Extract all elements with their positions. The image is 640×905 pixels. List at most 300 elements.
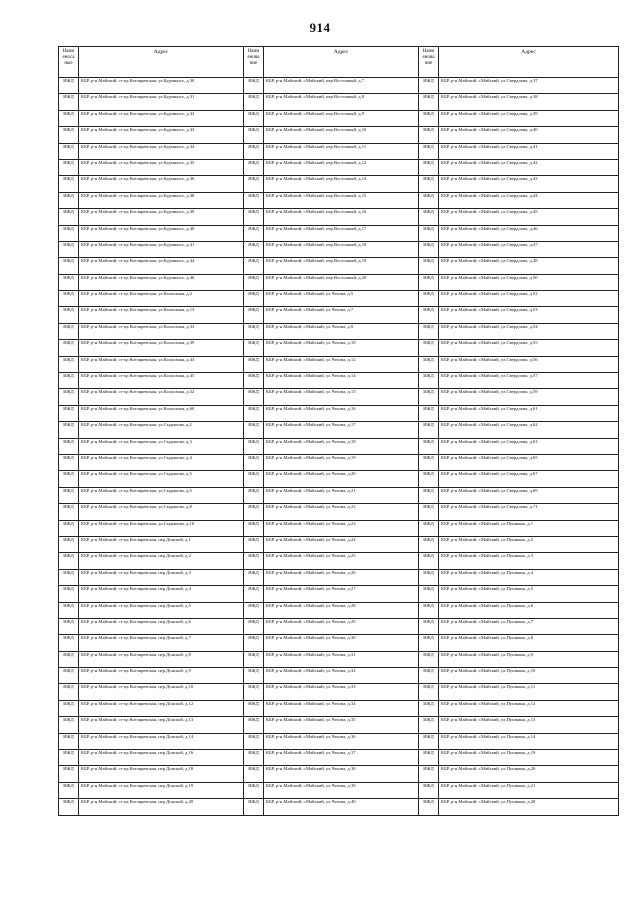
cell-address: КБР, р-н Майский, г.Майский, ул.Пушкина, д.1 [439, 520, 619, 536]
cell-object-type: ИЖД [419, 143, 439, 159]
cell-address: КБР, р-н Майский, г.Майский, ул.Чехова, д.29 [264, 618, 419, 634]
cell-object-type: ИЖД [59, 586, 79, 602]
cell-address: КБР, р-н Майский, г.Майский, пер.Восточный, д.14 [264, 176, 419, 192]
table-row [59, 733, 619, 749]
cell-address: КБР, р-н Майский, г.Майский, ул.Свердлова, д.53 [439, 307, 619, 323]
cell-address: КБР, р-н Майский, г.Майский, ул.Чехова, д.26 [264, 569, 419, 585]
cell-address: КБР, р-н Майский, ст-ца Котляревская, ул.Буденного, д.41 [79, 241, 244, 257]
cell-address: КБР, р-н Майский, г.Майский, ул.Свердлова, д.59 [439, 389, 619, 405]
cell-address: КБР, р-н Майский, г.Майский, ул.Пушкина, д.19 [439, 750, 619, 766]
cell-address: КБР, р-н Майский, г.Майский, ул.Пушкина, д.10 [439, 668, 619, 684]
cell-object-type: ИЖД [59, 373, 79, 389]
table-header-row [59, 47, 619, 78]
cell-object-type: ИЖД [419, 782, 439, 798]
cell-address: КБР, р-н Майский, г.Майский, ул.Свердлова, д.62 [439, 422, 619, 438]
header-type-col-2: Наим енова ние [244, 47, 264, 78]
table-row [59, 799, 619, 815]
cell-object-type: ИЖД [419, 291, 439, 307]
cell-object-type: ИЖД [419, 487, 439, 503]
table-row [59, 520, 619, 536]
cell-address: КБР, р-н Майский, г.Майский, ул.Чехова, д.18 [264, 438, 419, 454]
cell-object-type: ИЖД [244, 586, 264, 602]
table-row [59, 373, 619, 389]
cell-object-type: ИЖД [59, 258, 79, 274]
cell-address: КБР, р-н Майский, г.Майский, ул.Пушкина, д.4 [439, 569, 619, 585]
cell-object-type: ИЖД [244, 651, 264, 667]
cell-object-type: ИЖД [59, 438, 79, 454]
cell-address: КБР, р-н Майский, г.Майский, ул.Свердлова, д.40 [439, 127, 619, 143]
cell-object-type: ИЖД [59, 241, 79, 257]
cell-object-type: ИЖД [419, 323, 439, 339]
cell-address: КБР, р-н Майский, ст-ца Котляревская, ул.Буденного, д.31 [79, 94, 244, 110]
table-row [59, 618, 619, 634]
cell-object-type: ИЖД [419, 454, 439, 470]
cell-address: КБР, р-н Майский, ст-ца Котляревская, ул.Колхозная, д.33 [79, 323, 244, 339]
cell-address: КБР, р-н Майский, г.Майский, пер.Восточный, д.7 [264, 78, 419, 94]
cell-address: КБР, р-н Майский, ст-ца Котляревская, ул.Колхозная, д.45 [79, 373, 244, 389]
cell-address: КБР, р-н Майский, ст-ца Котляревская, пер.Донской, д.4 [79, 586, 244, 602]
cell-address: КБР, р-н Майский, г.Майский, ул.Чехова, д.10 [264, 340, 419, 356]
table-row [59, 717, 619, 733]
table-row [59, 651, 619, 667]
table-row [59, 487, 619, 503]
cell-address: КБР, р-н Майский, г.Майский, ул.Свердлова, д.57 [439, 373, 619, 389]
cell-object-type: ИЖД [59, 782, 79, 798]
cell-object-type: ИЖД [419, 258, 439, 274]
cell-object-type: ИЖД [244, 717, 264, 733]
cell-object-type: ИЖД [419, 766, 439, 782]
table-row [59, 471, 619, 487]
cell-object-type: ИЖД [244, 553, 264, 569]
cell-address: КБР, р-н Майский, ст-ца Котляревская, пер.Донской, д.2 [79, 553, 244, 569]
cell-address: КБР, р-н Майский, г.Майский, ул.Чехова, д.39 [264, 782, 419, 798]
cell-address: КБР, р-н Майский, г.Майский, пер.Восточный, д.17 [264, 225, 419, 241]
cell-address: КБР, р-н Майский, г.Майский, ул.Свердлова, д.71 [439, 504, 619, 520]
table-row [59, 504, 619, 520]
cell-address: КБР, р-н Майский, ст-ца Котляревская, ул.Сыдыкова, д.2 [79, 422, 244, 438]
cell-address: КБР, р-н Майский, г.Майский, ул.Свердлова, д.61 [439, 405, 619, 421]
cell-address: КБР, р-н Майский, ст-ца Котляревская, ул.Буденного, д.44 [79, 258, 244, 274]
cell-address: КБР, р-н Майский, ст-ца Котляревская, ул.Буденного, д.46 [79, 274, 244, 290]
cell-address: КБР, р-н Майский, г.Майский, ул.Свердлова, д.56 [439, 356, 619, 372]
table-row [59, 143, 619, 159]
cell-object-type: ИЖД [59, 291, 79, 307]
cell-address: КБР, р-н Майский, г.Майский, ул.Свердлова, д.69 [439, 487, 619, 503]
cell-address: КБР, р-н Майский, г.Майский, ул.Пушкина, д.11 [439, 684, 619, 700]
cell-object-type: ИЖД [59, 209, 79, 225]
cell-object-type: ИЖД [59, 143, 79, 159]
cell-object-type: ИЖД [244, 422, 264, 438]
table-row [59, 569, 619, 585]
cell-object-type: ИЖД [419, 733, 439, 749]
cell-object-type: ИЖД [419, 159, 439, 175]
cell-object-type: ИЖД [244, 176, 264, 192]
cell-address: КБР, р-н Майский, ст-ца Котляревская, ул.Буденного, д.33 [79, 127, 244, 143]
cell-object-type: ИЖД [419, 422, 439, 438]
cell-object-type: ИЖД [419, 520, 439, 536]
table-row [59, 241, 619, 257]
cell-object-type: ИЖД [59, 553, 79, 569]
cell-object-type: ИЖД [59, 471, 79, 487]
table-row [59, 668, 619, 684]
cell-object-type: ИЖД [419, 192, 439, 208]
address-register-table [58, 46, 619, 816]
table-row [59, 553, 619, 569]
cell-address: КБР, р-н Майский, ст-ца Котляревская, ул.Буденного, д.39 [79, 209, 244, 225]
cell-address: КБР, р-н Майский, ст-ца Котляревская, ул.Сыдыкова, д.5 [79, 471, 244, 487]
cell-address: КБР, р-н Майский, г.Майский, ул.Пушкина, д.9 [439, 651, 619, 667]
cell-address: КБР, р-н Майский, ст-ца Котляревская, ул.Буденного, д.36 [79, 176, 244, 192]
cell-address: КБР, р-н Майский, г.Майский, ул.Чехова, д.38 [264, 766, 419, 782]
cell-object-type: ИЖД [59, 487, 79, 503]
cell-address: КБР, р-н Майский, ст-ца Котляревская, пер.Донской, д.3 [79, 569, 244, 585]
header-address-col-2: Адрес [264, 47, 419, 78]
table-row [59, 159, 619, 175]
cell-object-type: ИЖД [244, 750, 264, 766]
cell-address: КБР, р-н Майский, г.Майский, ул.Свердлова, д.42 [439, 159, 619, 175]
cell-object-type: ИЖД [59, 717, 79, 733]
cell-object-type: ИЖД [244, 471, 264, 487]
cell-object-type: ИЖД [419, 651, 439, 667]
cell-object-type: ИЖД [244, 192, 264, 208]
cell-object-type: ИЖД [59, 274, 79, 290]
cell-address: КБР, р-н Майский, ст-ца Котляревская, ул.Колхозная, д.39 [79, 340, 244, 356]
cell-address: КБР, р-н Майский, г.Майский, пер.Восточный, д.16 [264, 209, 419, 225]
cell-object-type: ИЖД [244, 487, 264, 503]
cell-object-type: ИЖД [59, 766, 79, 782]
cell-object-type: ИЖД [244, 110, 264, 126]
cell-object-type: ИЖД [419, 618, 439, 634]
cell-object-type: ИЖД [244, 782, 264, 798]
cell-address: КБР, р-н Майский, г.Майский, ул.Чехова, д.32 [264, 668, 419, 684]
cell-object-type: ИЖД [244, 454, 264, 470]
table-row [59, 438, 619, 454]
cell-address: КБР, р-н Майский, г.Майский, ул.Свердлова, д.43 [439, 176, 619, 192]
table-row [59, 127, 619, 143]
cell-address: КБР, р-н Майский, г.Майский, ул.Чехова, д.5 [264, 291, 419, 307]
cell-address: КБР, р-н Майский, ст-ца Котляревская, ул.Сыдыкова, д.10 [79, 520, 244, 536]
table-row [59, 274, 619, 290]
cell-object-type: ИЖД [59, 668, 79, 684]
cell-object-type: ИЖД [59, 307, 79, 323]
cell-address: КБР, р-н Майский, г.Майский, ул.Чехова, д.30 [264, 635, 419, 651]
cell-address: КБР, р-н Майский, ст-ца Котляревская, ул.Колхозная, д.60 [79, 405, 244, 421]
cell-address: КБР, р-н Майский, г.Майский, ул.Чехова, д.36 [264, 733, 419, 749]
cell-object-type: ИЖД [419, 176, 439, 192]
cell-address: КБР, р-н Майский, г.Майский, пер.Восточный, д.20 [264, 274, 419, 290]
cell-address: КБР, р-н Майский, г.Майский, ул.Пушкина, д.14 [439, 733, 619, 749]
cell-object-type: ИЖД [59, 569, 79, 585]
cell-object-type: ИЖД [244, 225, 264, 241]
cell-address: КБР, р-н Майский, г.Майский, пер.Восточный, д.15 [264, 192, 419, 208]
table-row [59, 209, 619, 225]
cell-object-type: ИЖД [419, 569, 439, 585]
cell-object-type: ИЖД [244, 143, 264, 159]
cell-object-type: ИЖД [244, 700, 264, 716]
cell-address: КБР, р-н Майский, ст-ца Котляревская, пер.Донской, д.19 [79, 782, 244, 798]
cell-object-type: ИЖД [419, 750, 439, 766]
cell-address: КБР, р-н Майский, г.Майский, пер.Восточный, д.19 [264, 258, 419, 274]
cell-object-type: ИЖД [419, 586, 439, 602]
cell-address: КБР, р-н Майский, г.Майский, ул.Пушкина, д.13 [439, 717, 619, 733]
cell-object-type: ИЖД [419, 471, 439, 487]
table-row [59, 110, 619, 126]
cell-address: КБР, р-н Майский, г.Майский, ул.Свердлова, д.37 [439, 78, 619, 94]
cell-object-type: ИЖД [419, 209, 439, 225]
cell-address: КБР, р-н Майский, г.Майский, ул.Чехова, д.16 [264, 405, 419, 421]
table-row [59, 307, 619, 323]
table-row [59, 405, 619, 421]
cell-address: КБР, р-н Майский, ст-ца Котляревская, пер.Донской, д.10 [79, 684, 244, 700]
cell-address: КБР, р-н Майский, г.Майский, ул.Чехова, д.27 [264, 586, 419, 602]
cell-address: КБР, р-н Майский, г.Майский, ул.Чехова, д.25 [264, 553, 419, 569]
cell-object-type: ИЖД [419, 225, 439, 241]
cell-address: КБР, р-н Майский, ст-ца Котляревская, ул.Колхозная, д.52 [79, 389, 244, 405]
table-row [59, 356, 619, 372]
cell-object-type: ИЖД [244, 241, 264, 257]
header-address-col-1: Адрес [79, 47, 244, 78]
table-row [59, 750, 619, 766]
header-type-col-3: Наим енова ние [419, 47, 439, 78]
cell-object-type: ИЖД [244, 569, 264, 585]
cell-address: КБР, р-н Майский, ст-ца Котляревская, пер.Донской, д.9 [79, 668, 244, 684]
cell-object-type: ИЖД [419, 504, 439, 520]
cell-object-type: ИЖД [244, 684, 264, 700]
cell-object-type: ИЖД [59, 602, 79, 618]
cell-address: КБР, р-н Майский, г.Майский, ул.Чехова, д.37 [264, 750, 419, 766]
cell-object-type: ИЖД [419, 438, 439, 454]
cell-object-type: ИЖД [244, 209, 264, 225]
cell-address: КБР, р-н Майский, г.Майский, ул.Чехова, д.28 [264, 602, 419, 618]
cell-object-type: ИЖД [244, 389, 264, 405]
cell-address: КБР, р-н Майский, г.Майский, ул.Чехова, д.40 [264, 799, 419, 815]
cell-object-type: ИЖД [59, 454, 79, 470]
cell-object-type: ИЖД [419, 536, 439, 552]
cell-address: КБР, р-н Майский, ст-ца Котляревская, пер.Донской, д.18 [79, 766, 244, 782]
cell-address: КБР, р-н Майский, г.Майский, ул.Чехова, д.22 [264, 504, 419, 520]
cell-object-type: ИЖД [244, 159, 264, 175]
cell-address: КБР, р-н Майский, г.Майский, ул.Чехова, д.33 [264, 684, 419, 700]
cell-address: КБР, р-н Майский, г.Майский, пер.Восточный, д.11 [264, 143, 419, 159]
cell-address: КБР, р-н Майский, г.Майский, ул.Свердлова, д.44 [439, 192, 619, 208]
header-address-col-3: Адрес [439, 47, 619, 78]
table-row [59, 78, 619, 94]
cell-address: КБР, р-н Майский, ст-ца Котляревская, пер.Донской, д.13 [79, 717, 244, 733]
cell-object-type: ИЖД [244, 504, 264, 520]
cell-object-type: ИЖД [419, 340, 439, 356]
cell-address: КБР, р-н Майский, г.Майский, ул.Свердлова, д.38 [439, 94, 619, 110]
cell-object-type: ИЖД [244, 668, 264, 684]
cell-address: КБР, р-н Майский, ст-ца Котляревская, пер.Донской, д.1 [79, 536, 244, 552]
cell-address: КБР, р-н Майский, г.Майский, ул.Свердлова, д.45 [439, 209, 619, 225]
cell-address: КБР, р-н Майский, ст-ца Котляревская, ул.Буденного, д.34 [79, 143, 244, 159]
cell-address: КБР, р-н Майский, г.Майский, ул.Чехова, д.14 [264, 373, 419, 389]
cell-object-type: ИЖД [244, 356, 264, 372]
cell-address: КБР, р-н Майский, г.Майский, пер.Восточный, д.12 [264, 159, 419, 175]
cell-address: КБР, р-н Майский, г.Майский, ул.Чехова, д.17 [264, 422, 419, 438]
cell-address: КБР, р-н Майский, г.Майский, ул.Чехова, д.31 [264, 651, 419, 667]
cell-object-type: ИЖД [59, 635, 79, 651]
cell-object-type: ИЖД [59, 618, 79, 634]
cell-address: КБР, р-н Майский, ст-ца Котляревская, ул.Колхозная, д.43 [79, 356, 244, 372]
cell-object-type: ИЖД [419, 602, 439, 618]
cell-object-type: ИЖД [244, 291, 264, 307]
table-row [59, 684, 619, 700]
cell-object-type: ИЖД [419, 373, 439, 389]
cell-address: КБР, р-н Майский, г.Майский, ул.Свердлова, д.46 [439, 225, 619, 241]
cell-object-type: ИЖД [59, 504, 79, 520]
cell-address: КБР, р-н Майский, г.Майский, ул.Свердлова, д.41 [439, 143, 619, 159]
cell-address: КБР, р-н Майский, ст-ца Котляревская, пер.Донской, д.8 [79, 651, 244, 667]
cell-address: КБР, р-н Майский, г.Майский, ул.Чехова, д.21 [264, 487, 419, 503]
table-row [59, 635, 619, 651]
cell-address: КБР, р-н Майский, г.Майский, ул.Пушкина, д.28 [439, 799, 619, 815]
cell-object-type: ИЖД [59, 750, 79, 766]
cell-object-type: ИЖД [59, 700, 79, 716]
cell-address: КБР, р-н Майский, г.Майский, ул.Чехова, д.19 [264, 454, 419, 470]
cell-address: КБР, р-н Майский, г.Майский, ул.Чехова, д.20 [264, 471, 419, 487]
cell-object-type: ИЖД [244, 438, 264, 454]
cell-address: КБР, р-н Майский, ст-ца Котляревская, ул.Буденного, д.38 [79, 192, 244, 208]
cell-object-type: ИЖД [419, 274, 439, 290]
cell-object-type: ИЖД [244, 766, 264, 782]
cell-address: КБР, р-н Майский, г.Майский, ул.Свердлова, д.48 [439, 258, 619, 274]
cell-object-type: ИЖД [419, 405, 439, 421]
cell-object-type: ИЖД [419, 127, 439, 143]
cell-object-type: ИЖД [244, 799, 264, 815]
cell-object-type: ИЖД [244, 405, 264, 421]
cell-address: КБР, р-н Майский, ст-ца Котляревская, пер.Донской, д.20 [79, 799, 244, 815]
cell-address: КБР, р-н Майский, г.Майский, пер.Восточный, д.8 [264, 94, 419, 110]
cell-address: КБР, р-н Майский, г.Майский, ул.Свердлова, д.50 [439, 274, 619, 290]
cell-address: КБР, р-н Майский, ст-ца Котляревская, ул.Сыдыкова, д.6 [79, 487, 244, 503]
cell-object-type: ИЖД [244, 536, 264, 552]
cell-object-type: ИЖД [244, 307, 264, 323]
cell-object-type: ИЖД [244, 323, 264, 339]
cell-object-type: ИЖД [59, 389, 79, 405]
cell-object-type: ИЖД [59, 176, 79, 192]
table-row [59, 586, 619, 602]
cell-object-type: ИЖД [59, 225, 79, 241]
cell-object-type: ИЖД [59, 94, 79, 110]
table-row [59, 422, 619, 438]
cell-address: КБР, р-н Майский, г.Майский, ул.Пушкина, д.7 [439, 618, 619, 634]
cell-address: КБР, р-н Майский, г.Майский, ул.Свердлова, д.52 [439, 291, 619, 307]
cell-object-type: ИЖД [244, 520, 264, 536]
cell-object-type: ИЖД [59, 110, 79, 126]
cell-object-type: ИЖД [59, 78, 79, 94]
cell-object-type: ИЖД [419, 717, 439, 733]
cell-address: КБР, р-н Майский, г.Майский, ул.Пушкина, д.6 [439, 602, 619, 618]
table-row [59, 782, 619, 798]
cell-object-type: ИЖД [59, 422, 79, 438]
cell-address: КБР, р-н Майский, г.Майский, ул.Чехова, д.12 [264, 356, 419, 372]
cell-address: КБР, р-н Майский, г.Майский, ул.Пушкина, д.3 [439, 553, 619, 569]
cell-address: КБР, р-н Майский, ст-ца Котляревская, ул.Буденного, д.32 [79, 110, 244, 126]
cell-address: КБР, р-н Майский, г.Майский, ул.Пушкина, д.5 [439, 586, 619, 602]
page-number: 914 [309, 20, 331, 35]
cell-object-type: ИЖД [244, 635, 264, 651]
cell-object-type: ИЖД [419, 241, 439, 257]
cell-address: КБР, р-н Майский, ст-ца Котляревская, пер.Донской, д.16 [79, 750, 244, 766]
cell-address: КБР, р-н Майский, ст-ца Котляревская, пер.Донской, д.6 [79, 618, 244, 634]
cell-object-type: ИЖД [419, 389, 439, 405]
cell-object-type: ИЖД [59, 733, 79, 749]
cell-object-type: ИЖД [419, 668, 439, 684]
cell-address: КБР, р-н Майский, ст-ца Котляревская, ул.Буденного, д.30 [79, 78, 244, 94]
cell-object-type: ИЖД [244, 274, 264, 290]
cell-object-type: ИЖД [59, 684, 79, 700]
cell-address: КБР, р-н Майский, ст-ца Котляревская, пер.Донской, д.5 [79, 602, 244, 618]
cell-address: КБР, р-н Майский, г.Майский, ул.Пушкина, д.21 [439, 782, 619, 798]
cell-object-type: ИЖД [244, 78, 264, 94]
cell-object-type: ИЖД [419, 553, 439, 569]
cell-address: КБР, р-н Майский, г.Майский, ул.Чехова, д.35 [264, 717, 419, 733]
table-row [59, 454, 619, 470]
cell-address: КБР, р-н Майский, г.Майский, ул.Свердлова, д.39 [439, 110, 619, 126]
table-row [59, 602, 619, 618]
table-row [59, 258, 619, 274]
cell-object-type: ИЖД [244, 618, 264, 634]
cell-object-type: ИЖД [419, 700, 439, 716]
cell-address: КБР, р-н Майский, г.Майский, ул.Чехова, д.7 [264, 307, 419, 323]
cell-object-type: ИЖД [244, 127, 264, 143]
table-row [59, 192, 619, 208]
cell-address: КБР, р-н Майский, г.Майский, ул.Чехова, д.24 [264, 536, 419, 552]
table-row [59, 766, 619, 782]
cell-object-type: ИЖД [59, 356, 79, 372]
cell-address: КБР, р-н Майский, г.Майский, ул.Чехова, д.9 [264, 323, 419, 339]
cell-object-type: ИЖД [419, 78, 439, 94]
cell-object-type: ИЖД [59, 799, 79, 815]
table-row [59, 94, 619, 110]
cell-address: КБР, р-н Майский, г.Майский, ул.Чехова, д.23 [264, 520, 419, 536]
table-row [59, 700, 619, 716]
cell-object-type: ИЖД [59, 405, 79, 421]
cell-address: КБР, р-н Майский, г.Майский, ул.Свердлова, д.47 [439, 241, 619, 257]
table-row [59, 389, 619, 405]
table-row [59, 536, 619, 552]
cell-address: КБР, р-н Майский, ст-ца Котляревская, ул.Колхозная, д.2 [79, 291, 244, 307]
cell-object-type: ИЖД [244, 373, 264, 389]
cell-address: КБР, р-н Майский, г.Майский, пер.Восточный, д.9 [264, 110, 419, 126]
cell-address: КБР, р-н Майский, ст-ца Котляревская, ул.Сыдыкова, д.3 [79, 438, 244, 454]
cell-object-type: ИЖД [419, 684, 439, 700]
cell-address: КБР, р-н Майский, ст-ца Котляревская, ул.Буденного, д.40 [79, 225, 244, 241]
cell-address: КБР, р-н Майский, г.Майский, ул.Свердлова, д.63 [439, 438, 619, 454]
cell-address: КБР, р-н Майский, г.Майский, ул.Чехова, д.15 [264, 389, 419, 405]
table-body [59, 78, 619, 816]
cell-address: КБР, р-н Майский, г.Майский, ул.Чехова, д.34 [264, 700, 419, 716]
table-row [59, 176, 619, 192]
cell-object-type: ИЖД [59, 340, 79, 356]
cell-address: КБР, р-н Майский, г.Майский, пер.Восточный, д.18 [264, 241, 419, 257]
cell-object-type: ИЖД [244, 340, 264, 356]
cell-address: КБР, р-н Майский, ст-ца Котляревская, пер.Донской, д.12 [79, 700, 244, 716]
table-row [59, 291, 619, 307]
cell-address: КБР, р-н Майский, г.Майский, пер.Восточный, д.10 [264, 127, 419, 143]
cell-address: КБР, р-н Майский, ст-ца Котляревская, ул.Сыдыкова, д.4 [79, 454, 244, 470]
cell-address: КБР, р-н Майский, г.Майский, ул.Пушкина, д.12 [439, 700, 619, 716]
table-row [59, 323, 619, 339]
cell-address: КБР, р-н Майский, г.Майский, ул.Свердлова, д.54 [439, 323, 619, 339]
cell-address: КБР, р-н Майский, ст-ца Котляревская, пер.Донской, д.7 [79, 635, 244, 651]
cell-object-type: ИЖД [244, 258, 264, 274]
cell-address: КБР, р-н Майский, г.Майский, ул.Пушкина, д.2 [439, 536, 619, 552]
header-type-col-1: Наим еноса ные [59, 47, 79, 78]
cell-object-type: ИЖД [59, 323, 79, 339]
cell-object-type: ИЖД [59, 520, 79, 536]
